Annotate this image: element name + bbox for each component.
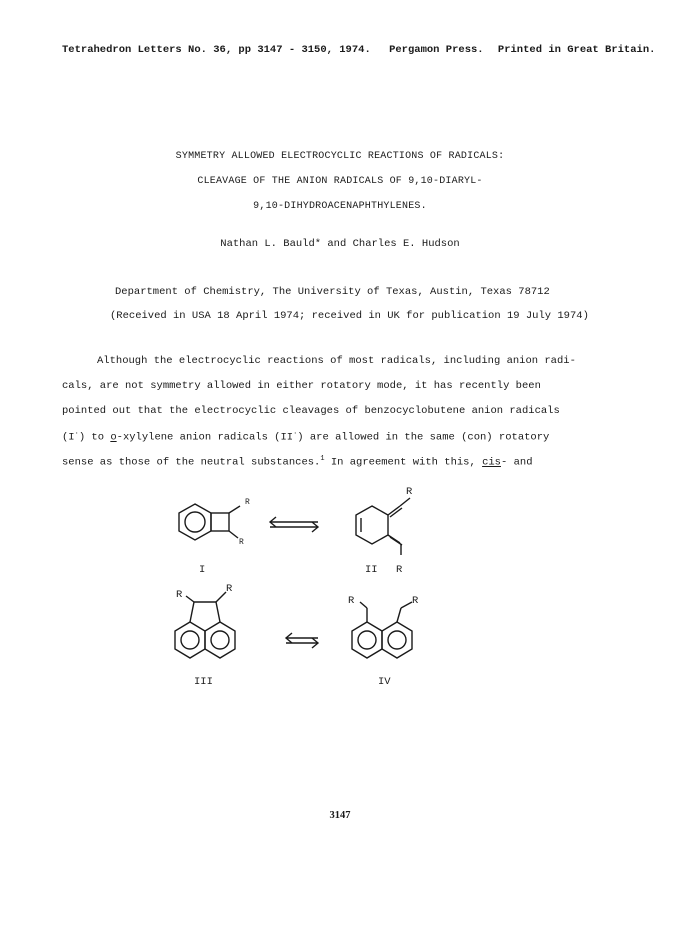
printed-in: Printed in Great Britain. xyxy=(497,44,656,56)
received-dates: (Received in USA 18 April 1974; received in UK for publication 19 July 1974) xyxy=(110,310,589,322)
footnote-ref: 1 xyxy=(320,455,325,463)
equilibrium-arrow-2 xyxy=(286,633,318,648)
structure-I xyxy=(179,504,240,540)
substituent-r: R xyxy=(245,498,250,507)
publisher: Pergamon Press. xyxy=(389,44,484,56)
structure-II xyxy=(356,498,410,555)
body-line-3: pointed out that the electrocyclic cleavages of benzocyclobutene anion radicals xyxy=(62,405,560,417)
page-number: 3147 xyxy=(329,810,351,821)
substituent-r: R xyxy=(176,589,183,601)
affiliation: Department of Chemistry, The University of Texas, Austin, Texas 78712 xyxy=(115,286,550,298)
substituent-r: R xyxy=(412,595,419,607)
reaction-scheme xyxy=(0,480,680,710)
title-line-1: SYMMETRY ALLOWED ELECTROCYCLIC REACTIONS OF RADICALS: xyxy=(175,151,505,162)
substituent-r: R xyxy=(239,538,244,547)
structure-IV xyxy=(352,602,412,658)
title-line-2: CLEAVAGE OF THE ANION RADICALS OF 9,10-DIARYL- xyxy=(197,176,483,187)
title-line-3: 9,10-DIHYDROACENAPHTHYLENES. xyxy=(253,201,427,212)
substituent-r: R xyxy=(396,564,403,576)
authors: Nathan L. Bauld* and Charles E. Hudson xyxy=(220,238,460,250)
equilibrium-arrow-1 xyxy=(270,517,318,532)
label-IV: IV xyxy=(378,676,391,688)
substituent-r: R xyxy=(226,583,233,595)
label-III: III xyxy=(194,676,213,688)
label-I: I xyxy=(199,564,206,576)
running-header xyxy=(62,44,655,56)
structure-III xyxy=(175,592,235,658)
body-line-5: sense as those of the neutral substances.$^1$ In agreement with this, cis- and xyxy=(62,455,533,469)
body-line-4: (I·) to o-xylylene anion radicals (II·) are allowed in the same (con) rotatory xyxy=(62,430,550,444)
reaction-scheme-drawing xyxy=(0,480,680,710)
body-line-2: cals, are not symmetry allowed in either rotatory mode, it has recently been xyxy=(62,380,541,392)
journal-citation: Tetrahedron Letters No. 36, pp 3147 - 3150, 1974. xyxy=(62,44,371,56)
substituent-r: R xyxy=(348,595,355,607)
body-line-1: Although the electrocyclic reactions of most radicals, including anion radi- xyxy=(97,355,576,367)
anion-mark: · xyxy=(293,430,298,438)
label-II: II xyxy=(365,564,378,576)
substituent-r: R xyxy=(406,486,413,498)
anion-mark: · xyxy=(74,430,79,438)
